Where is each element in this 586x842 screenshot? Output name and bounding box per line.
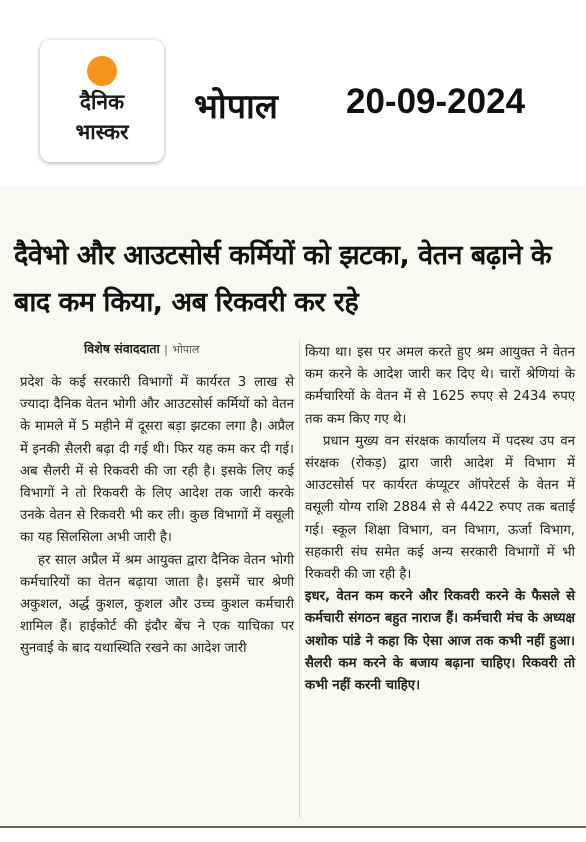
article-column-left bbox=[20, 372, 294, 661]
byline-place: भोपाल bbox=[172, 343, 200, 356]
paragraph: किया था। इस पर अमल करते हुए श्रम आयुक्त ने वेतन कम करने के आदेश जारी कर दिए थे। चारों श्रेणियां के कर्मचारियों के वेतन में से 1625 रुपए से 2434 रुपए तक कम किए गए थे। bbox=[305, 345, 575, 427]
article-column-right bbox=[305, 342, 575, 697]
article-byline: विशेष संवाददाता | भोपाल bbox=[84, 341, 200, 356]
publication-date: 20-09-2024 bbox=[346, 82, 526, 121]
bottom-divider bbox=[0, 826, 586, 828]
logo-word-dainik: दैनिक bbox=[79, 90, 125, 114]
paragraph: प्रधान मुख्य वन संरक्षक कार्यालय में पदस्थ उप वन संरक्षक (रोकड़) द्वारा जारी आदेश में विभाग में आउटसोर्स पर कार्यरत कंप्यूटर ऑपरेटर्स के वेतन में वसूली योग्य राशि 2884 से से 4422 रुपए तक बताई गई। स्कूल शिक्षा विभाग, वन विभाग, ऊर्जा विभाग, सहकारी संघ समेत कई अन्य सरकारी विभागों में भी रिकवरी की जा रही है। bbox=[305, 433, 575, 583]
article-headline: दैवेभो और आउटसोर्स कर्मियों को झटका, वेतन बढ़ाने के बाद कम किया, अब रिकवरी कर रहे bbox=[14, 240, 552, 318]
paragraph: प्रदेश के कई सरकारी विभागों में कार्यरत 3 लाख से ज्यादा दैनिक वेतन भोगी और आउटसोर्स कर्मियों को वेतन के मामले में 5 महीने में दूसरा बड़ा झटका लगा है। अप्रैल में इनकी सैलरी बढ़ा दी गई थी। फिर यह कम कर दी गई। अब सैलरी में से रिकवरी की जा रही है। इसके लिए कई विभागों ने तो रिकवरी के लिए आदेश तक जारी करके उनके वेतन से रिकवरी भी कर ली। कुछ विभागों में वसूली का यह सिलसिला अभी जारी है। bbox=[20, 375, 294, 546]
paragraph: इधर, वेतन कम करने और रिकवरी करने के फैसले से कर्मचारी संगठन बहुत नाराज हैं। कर्मचारी मंच के अध्यक्ष अशोक पांडे ने कहा कि ऐसा आज तक कभी नहीं हुआ। सैलरी कम करने के बजाय बढ़ाना चाहिए। रिकवरी तो कभी नहीं करनी चाहिए। bbox=[305, 589, 575, 694]
logo-word-bhaskar: भास्कर bbox=[75, 120, 129, 144]
column-divider bbox=[299, 340, 300, 818]
city-name: भोपाल bbox=[194, 87, 278, 127]
byline-author: विशेष संवाददाता bbox=[84, 341, 160, 356]
sun-icon bbox=[87, 56, 117, 86]
dainik-bhaskar-logo bbox=[40, 40, 164, 162]
paragraph: हर साल अप्रैल में श्रम आयुक्त द्वारा दैनिक वेतन भोगी कर्मचारियों का वेतन बढ़ाया जाता है। इसमें चार श्रेणी अकुशल, अर्द्ध कुशल, कुशल और उच्च कुशल कर्मचारी शामिल हैं। हाईकोर्ट की इंदौर बेंच ने एक याचिका पर सुनवाई के बाद यथास्थिति रखने का आदेश जारी bbox=[20, 552, 294, 657]
